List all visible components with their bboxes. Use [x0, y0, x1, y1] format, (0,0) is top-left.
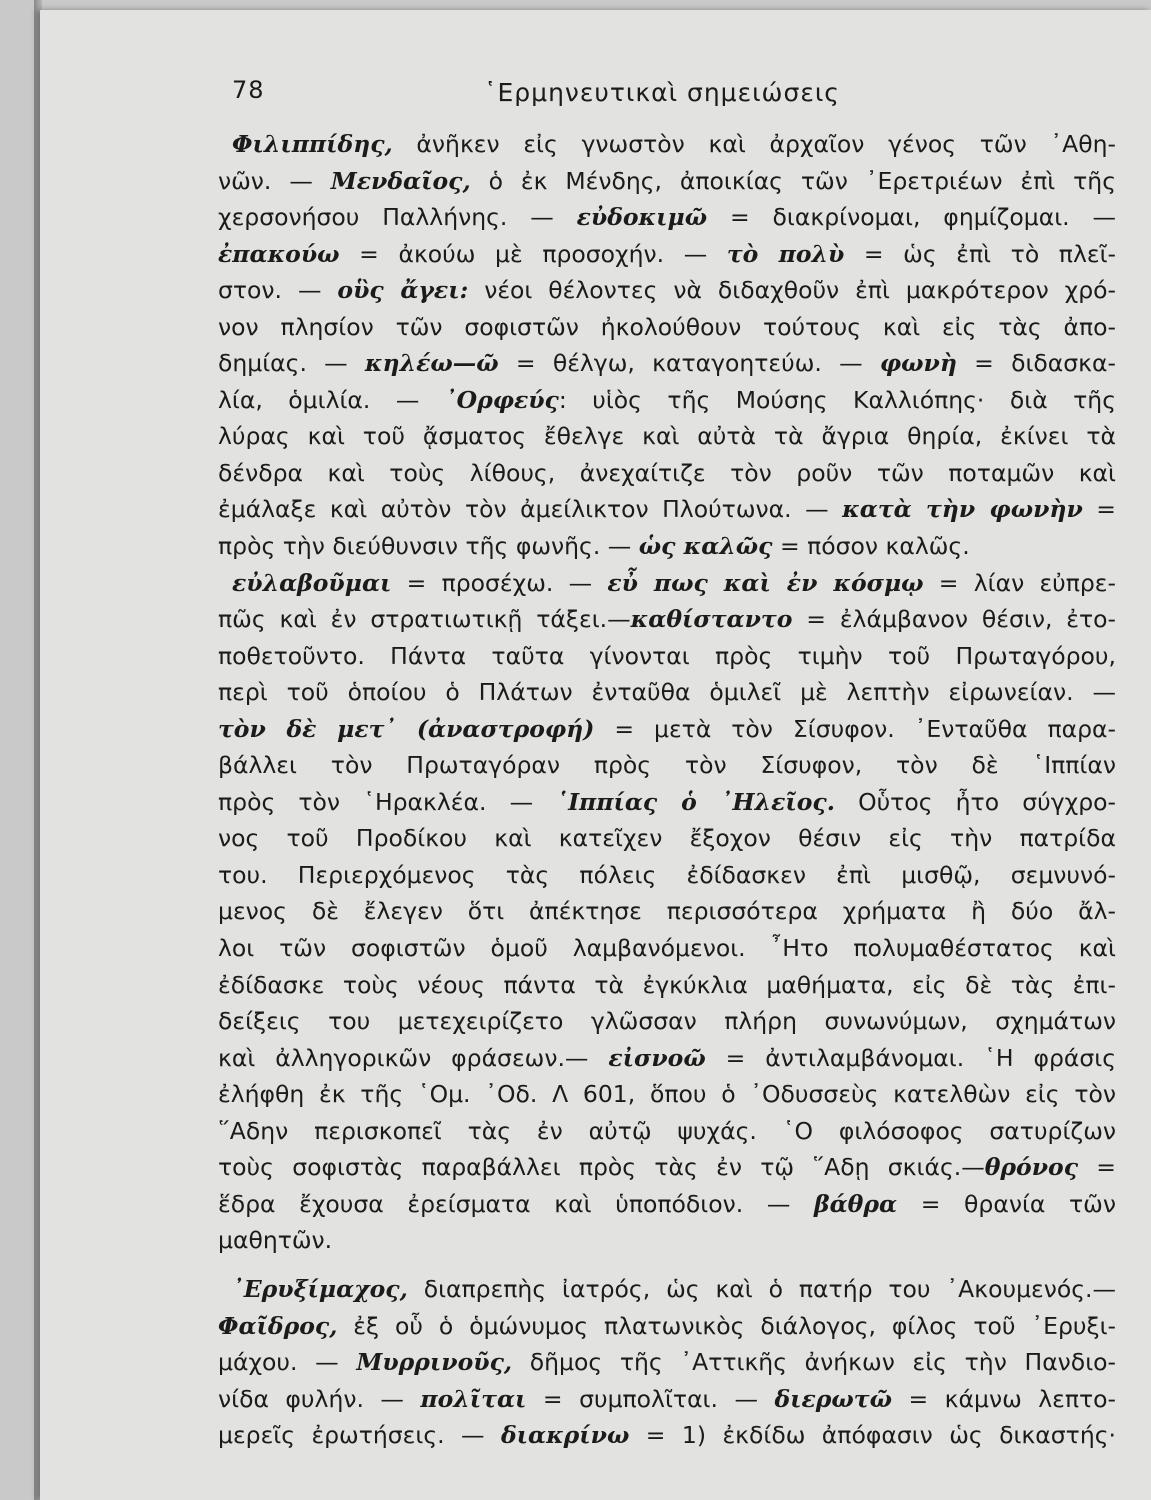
- gloss-text: = θρανία τῶν: [897, 1189, 1116, 1218]
- gloss-text: πῶς καὶ ἐν στρατιωτικῇ τάξει.—: [218, 605, 631, 634]
- gloss-text: λοι τῶν σοφιστῶν ὁμοῦ λαμβανόμενοι. ῏Ητο πολυμαθέστατος καὶ: [218, 934, 1116, 963]
- gloss-text: δῆμος τῆς ᾿Αττικῆς ἀνήκων εἰς τὴν Πανδιο-: [512, 1348, 1116, 1377]
- gloss-text: βάλλει τὸν Πρωταγόραν πρὸς τὸν Σίσυφον, τὸν δὲ ῾Ιππίαν: [218, 751, 1116, 780]
- text-line: [218, 1186, 1116, 1223]
- text-line: [218, 382, 1116, 419]
- gloss-text: =: [1078, 1153, 1116, 1182]
- text-line: [218, 711, 1116, 748]
- text-line: [218, 1113, 1116, 1150]
- gloss-text: = 1) ἐκδίδω ἀπόφασιν ὡς δικαστής·: [629, 1421, 1116, 1450]
- gloss-text: νῶν. —: [218, 166, 331, 195]
- lemma-term: Μυρρινοῦς,: [356, 1348, 513, 1377]
- text-line: [218, 747, 1116, 784]
- gloss-text: ἐλήφθη ἐκ τῆς ῾Ομ. ᾿Οδ. Λ 601, ὅπου ὁ ᾿Οδυσσεὺς κατελθὼν εἰς τὸν: [218, 1080, 1116, 1109]
- gloss-text: νον πλησίον τῶν σοφιστῶν ἠκολούθουν τούτους καὶ εἰς τὰς ἀπο-: [218, 312, 1116, 341]
- text-line: [218, 491, 1116, 528]
- text-line: [218, 565, 1116, 602]
- commentary-text: [218, 126, 1116, 1454]
- gloss-text: δείξεις του μετεχειρίζετο γλῶσσαν πλήρη συνωνύμων, σχημάτων: [218, 1007, 1116, 1036]
- gloss-text: του. Περιερχόμενος τὰς πόλεις ἐδίδασκεν ἐπὶ μισθῷ, σεμνυνό-: [218, 860, 1116, 889]
- lemma-term: τὸ πολὺ: [726, 239, 845, 268]
- lemma-term: εὖ πως καὶ ἐν κόσμῳ: [607, 568, 924, 597]
- gloss-text: = λίαν εὐπρε-: [923, 568, 1116, 597]
- gloss-text: δημίας. —: [218, 349, 365, 378]
- lemma-term: εἰσνοῶ: [608, 1043, 706, 1072]
- text-line: [218, 784, 1116, 821]
- page-header: [232, 70, 1062, 120]
- gloss-text: λύρας καὶ τοῦ ᾄσματος ἔθελγε καὶ αὐτὰ τὰ ἄγρια θηρία, ἐκίνει τὰ: [218, 422, 1116, 451]
- paragraph-gap: [218, 1259, 1116, 1271]
- lemma-term: ᾿Ερυξίμαχος,: [232, 1274, 408, 1303]
- running-title: ῾Ερμηνευτικαὶ σημειώσεις: [484, 78, 840, 107]
- text-line: [218, 1076, 1116, 1113]
- lemma-term: διακρίνω: [500, 1421, 630, 1450]
- gloss-text: στον. —: [218, 276, 338, 305]
- gloss-text: μενος δὲ ἔλεγεν ὅτι ἀπέκτησε περισσότερα χρήματα ἢ δύο ἄλ-: [218, 897, 1116, 926]
- gloss-text: δένδρα καὶ τοὺς λίθους, ἀνεχαίτιζε τὸν ροῦν τῶν ποταμῶν καὶ: [218, 458, 1116, 487]
- gloss-text: = διδασκα-: [956, 349, 1116, 378]
- gloss-text: πρὸς τὴν διεύθυνσιν τῆς φωνῆς. —: [218, 532, 639, 561]
- gloss-text: μάχου. —: [218, 1348, 357, 1377]
- text-line: [218, 236, 1116, 273]
- gloss-text: : υἱὸς τῆς Μούσης Καλλιόπης· διὰ τῆς: [558, 385, 1116, 414]
- text-line: [218, 199, 1116, 236]
- gloss-text: Οὗτος ἦτο σύγχρο-: [834, 787, 1116, 816]
- gloss-text: καὶ ἀλληγορικῶν φράσεων.—: [218, 1043, 609, 1072]
- lemma-term: κηλέω—ῶ: [364, 349, 499, 378]
- text-line: [218, 272, 1116, 309]
- lemma-term: καθίσταντο: [630, 605, 793, 634]
- gloss-text: ἐξ οὗ ὁ ὁμώνυμος πλατωνικὸς διάλογος, φίλος τοῦ ᾿Ερυξι-: [337, 1311, 1116, 1340]
- lemma-term: εὐλαβοῦμαι: [232, 568, 392, 597]
- gloss-text: = ἀκούω μὲ προσοχήν. —: [339, 239, 727, 268]
- page-number: 78: [232, 76, 265, 104]
- lemma-term: βάθρα: [813, 1189, 898, 1218]
- text-line: [218, 930, 1116, 967]
- gloss-text: ῞Αδην περισκοπεῖ τὰς ἐν αὐτῷ ψυχάς. ῾Ο φιλόσοφος σατυρίζων: [218, 1116, 1116, 1145]
- lemma-term: ἐπακούω: [218, 239, 340, 268]
- text-line: [218, 1417, 1116, 1454]
- gloss-text: = πόσον καλῶς.: [772, 532, 970, 561]
- text-line: [218, 455, 1116, 492]
- gloss-text: περὶ τοῦ ὁποίου ὁ Πλάτων ἐνταῦθα ὁμιλεῖ μὲ λεπτὴν εἰρωνείαν. —: [218, 678, 1116, 707]
- gloss-text: =: [1082, 495, 1116, 524]
- text-line: [218, 1271, 1116, 1308]
- gloss-text: μαθητῶν.: [218, 1226, 333, 1255]
- lemma-term: εὐδοκιμῶ: [576, 203, 708, 232]
- lemma-term: τὸν δὲ μετ᾿ (ἀναστροφή): [218, 714, 595, 743]
- gloss-text: μερεῖς ἐρωτήσεις. —: [218, 1421, 501, 1450]
- gloss-text: ἀνῆκεν εἰς γνωστὸν καὶ ἀρχαῖον γένος τῶν ᾿Αθη-: [392, 130, 1116, 158]
- gloss-text: ἐμάλαξε καὶ αὐτὸν τὸν ἀμείλικτον Πλούτωνα. —: [218, 495, 843, 524]
- gloss-text: νος τοῦ Προδίκου καὶ κατεῖχεν ἔξοχον θέσιν εἰς τὴν πατρίδα: [218, 824, 1116, 853]
- text-line: [218, 857, 1116, 894]
- lemma-term: διερωτῶ: [774, 1384, 892, 1413]
- lemma-term: θρόνος: [984, 1153, 1078, 1182]
- text-line: [218, 126, 1116, 163]
- gloss-text: = διακρίνομαι, φημίζομαι. —: [707, 203, 1116, 232]
- text-line: [218, 1003, 1116, 1040]
- gloss-text: = θέλγω, καταγοητεύω. —: [498, 349, 880, 378]
- lemma-term: οὓς ἄγει:: [337, 276, 469, 305]
- lemma-term: πολῖται: [420, 1384, 527, 1413]
- text-line: [218, 1040, 1116, 1077]
- text-line: [218, 1149, 1116, 1186]
- lemma-term: ᾿Ορφεύς: [444, 385, 559, 414]
- text-line: [218, 528, 1116, 565]
- lemma-term: κατὰ τὴν φωνὴν: [842, 495, 1083, 524]
- gloss-text: = μετὰ τὸν Σίσυφον. ᾿Ενταῦθα παρα-: [594, 714, 1116, 743]
- lemma-term: φωνὴ: [879, 349, 957, 378]
- text-line: [218, 967, 1116, 1004]
- gloss-text: = ἐλάμβανον θέσιν, ἐτο-: [792, 605, 1116, 634]
- gloss-text: ποθετοῦντο. Πάντα ταῦτα γίνονται πρὸς τιμὴν τοῦ Πρωταγόρου,: [218, 641, 1116, 670]
- gloss-text: = κάμνω λεπτο-: [891, 1384, 1116, 1413]
- lemma-term: Φαῖδρος,: [218, 1311, 338, 1340]
- lemma-term: Μενδαῖος,: [330, 166, 471, 195]
- gloss-text: = ὡς ἐπὶ τὸ πλεῖ-: [844, 239, 1116, 268]
- text-line: [218, 1381, 1116, 1418]
- text-line: [218, 163, 1116, 200]
- gloss-text: πρὸς τὸν ῾Ηρακλέα. —: [218, 787, 557, 816]
- text-line: [218, 418, 1116, 455]
- gloss-text: διαπρεπὴς ἰατρός, ὡς καὶ ὁ πατήρ του ᾿Ακουμενός.—: [407, 1274, 1116, 1303]
- gloss-text: ἕδρα ἔχουσα ἐρείσματα καὶ ὑποπόδιον. —: [218, 1189, 814, 1218]
- gloss-text: = προσέχω. —: [391, 568, 608, 597]
- gloss-text: χερσονήσου Παλλήνης. —: [218, 203, 577, 232]
- text-line: [218, 1344, 1116, 1381]
- gloss-text: λία, ὁμιλία. —: [218, 385, 445, 414]
- text-line: [218, 893, 1116, 930]
- gloss-text: = ἀντιλαμβάνομαι. ῾Η φράσις: [705, 1043, 1116, 1072]
- text-line: [218, 309, 1116, 346]
- gloss-text: = συμπολῖται. —: [526, 1384, 775, 1413]
- gloss-text: τοὺς σοφιστὰς παραβάλλει πρὸς τὰς ἐν τῷ ῞Αδῃ σκιάς.—: [218, 1153, 985, 1182]
- lemma-term: ὡς καλῶς: [638, 532, 773, 561]
- text-line: [218, 638, 1116, 675]
- gloss-text: νέοι θέλοντες νὰ διδαχθοῦν ἐπὶ μακρότερον χρό-: [468, 276, 1116, 305]
- gloss-text: νίδα φυλήν. —: [218, 1384, 421, 1413]
- text-line: [218, 601, 1116, 638]
- text-line: [218, 674, 1116, 711]
- lemma-term: Φιλιππίδης,: [232, 130, 393, 158]
- gloss-text: ὁ ἐκ Μένδης, ἀποικίας τῶν ᾿Ερετριέων ἐπὶ τῆς: [470, 166, 1116, 195]
- text-line: [218, 1222, 1116, 1259]
- gloss-text: ἐδίδασκε τοὺς νέους πάντα τὰ ἐγκύκλια μαθήματα, εἰς δὲ τὰς ἐπι-: [218, 970, 1116, 999]
- text-line: [218, 820, 1116, 857]
- lemma-term: ῾Ιππίας ὁ ᾿Ηλεῖος.: [556, 787, 835, 816]
- text-line: [218, 345, 1116, 382]
- text-line: [218, 1308, 1116, 1345]
